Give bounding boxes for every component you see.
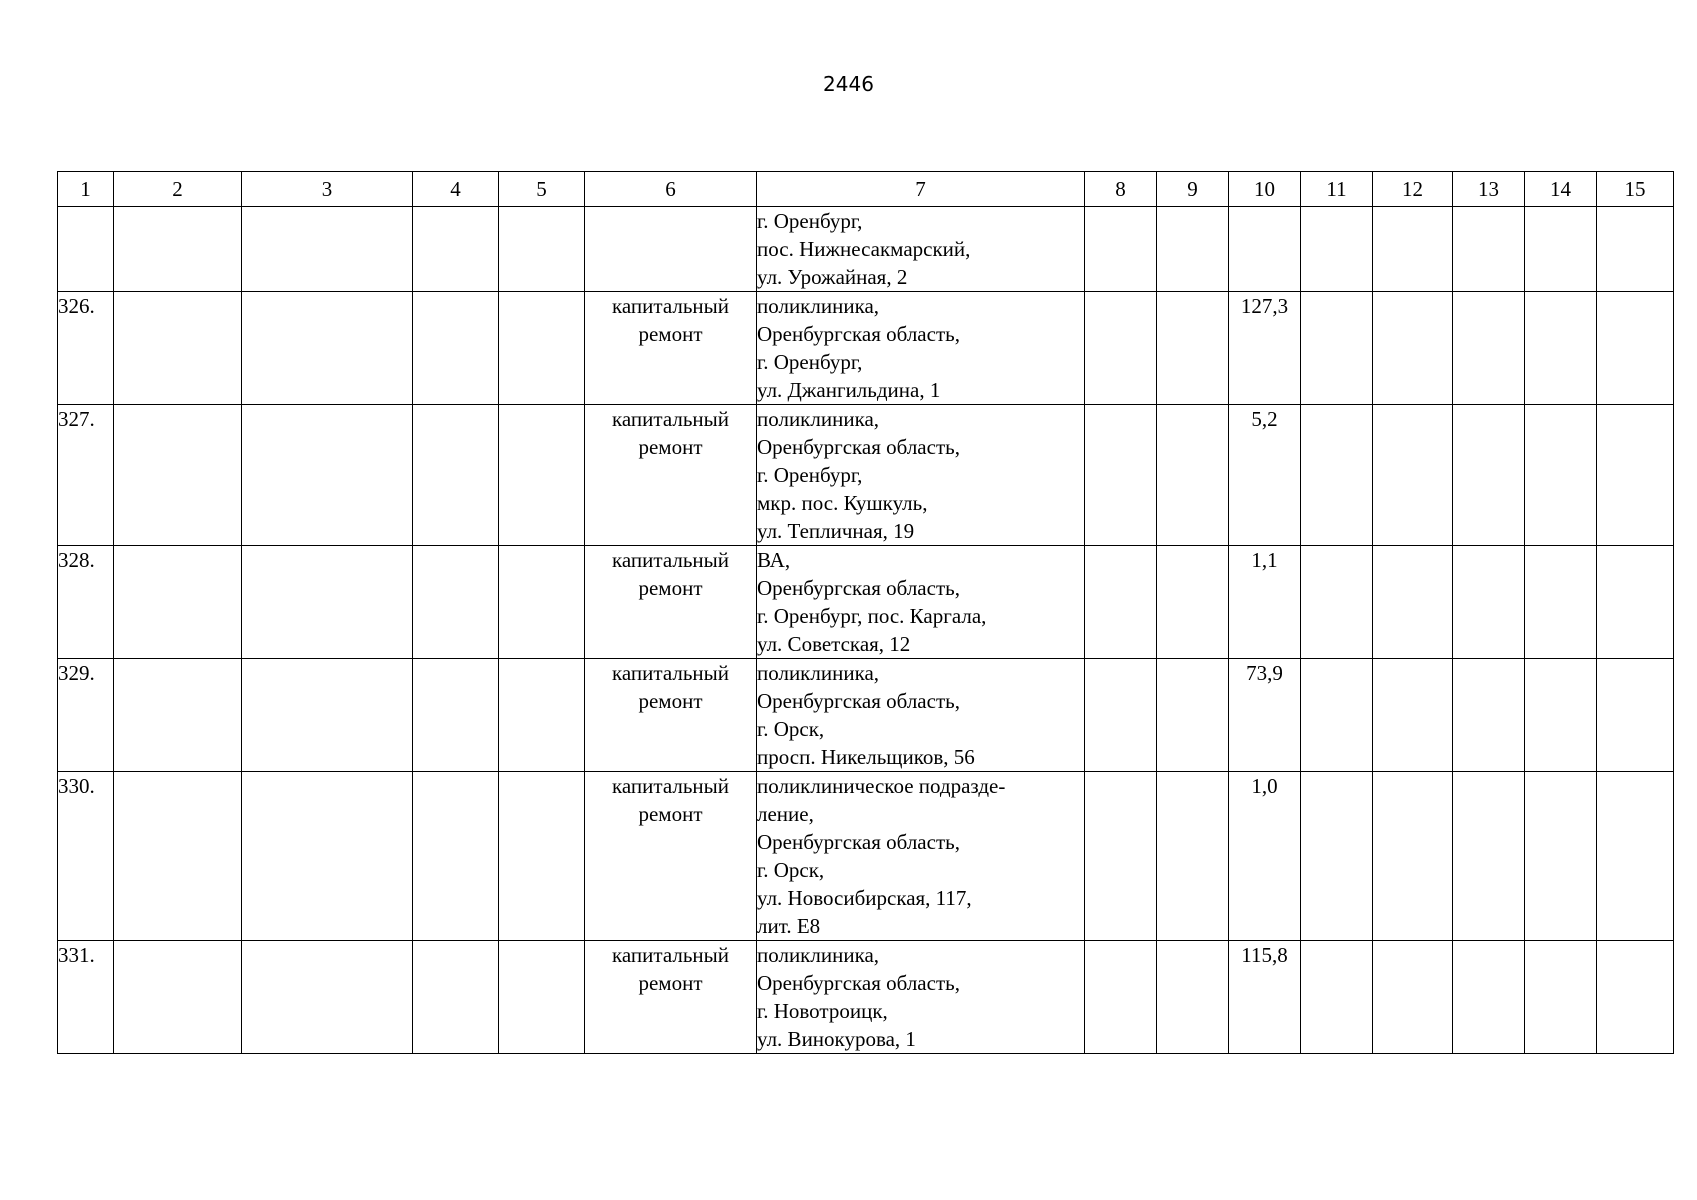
empty-cell — [499, 772, 585, 941]
empty-cell — [242, 546, 413, 659]
value-cell: 5,2 — [1229, 405, 1301, 546]
work-type-cell — [585, 941, 757, 1054]
empty-cell — [1597, 941, 1674, 1054]
address-cell — [757, 292, 1085, 405]
address-line: поликлиническое подразде- — [757, 774, 1006, 798]
work-type-line: ремонт — [638, 689, 703, 713]
work-type-line: капитальный — [612, 548, 729, 572]
work-type-line: капитальный — [612, 774, 729, 798]
empty-cell — [1373, 941, 1453, 1054]
empty-cell — [1373, 772, 1453, 941]
address-cell — [757, 405, 1085, 546]
empty-cell — [1085, 292, 1157, 405]
work-type-cell — [585, 659, 757, 772]
address-line: ул. Советская, 12 — [757, 632, 911, 656]
empty-cell — [413, 207, 499, 292]
empty-cell — [1453, 941, 1525, 1054]
empty-cell — [1525, 772, 1597, 941]
empty-cell — [1597, 405, 1674, 546]
empty-cell — [1373, 292, 1453, 405]
empty-cell — [1525, 546, 1597, 659]
address-line: ВА, — [757, 548, 791, 572]
empty-cell — [413, 659, 499, 772]
work-type-line: капитальный — [612, 943, 729, 967]
address-line: поликлиника, — [757, 943, 880, 967]
empty-cell — [114, 292, 242, 405]
row-number: 330. — [58, 772, 114, 941]
column-header: 8 — [1085, 172, 1157, 207]
empty-cell — [1373, 659, 1453, 772]
empty-cell — [1597, 292, 1674, 405]
empty-cell — [499, 292, 585, 405]
table-row — [58, 405, 1674, 546]
row-number: 331. — [58, 941, 114, 1054]
empty-cell — [1301, 546, 1373, 659]
work-type-line: ремонт — [638, 576, 703, 600]
address-line: поликлиника, — [757, 661, 880, 685]
data-table — [57, 171, 1674, 1054]
address-line: г. Новотроицк, — [757, 999, 888, 1023]
empty-cell — [1453, 405, 1525, 546]
work-type-cell — [585, 546, 757, 659]
column-header: 15 — [1597, 172, 1674, 207]
address-line: ул. Тепличная, 19 — [757, 519, 915, 543]
page-number: 2446 — [823, 72, 874, 96]
address-cell — [757, 941, 1085, 1054]
empty-cell — [114, 207, 242, 292]
address-line: г. Оренбург, пос. Каргала, — [757, 604, 987, 628]
address-line: ление, — [757, 802, 814, 826]
column-header: 12 — [1373, 172, 1453, 207]
empty-cell — [114, 659, 242, 772]
empty-cell — [499, 941, 585, 1054]
column-header: 5 — [499, 172, 585, 207]
value-cell: 73,9 — [1229, 659, 1301, 772]
empty-cell — [1157, 772, 1229, 941]
address-line: Оренбургская область, — [757, 971, 960, 995]
column-header: 4 — [413, 172, 499, 207]
work-type-line: капитальный — [612, 407, 729, 431]
address-line: ул. Урожайная, 2 — [757, 265, 908, 289]
empty-cell — [1453, 207, 1525, 292]
empty-cell — [1301, 207, 1373, 292]
column-header: 2 — [114, 172, 242, 207]
address-line: г. Орск, — [757, 717, 825, 741]
empty-cell — [1525, 207, 1597, 292]
value-cell — [1229, 207, 1301, 292]
empty-cell — [242, 405, 413, 546]
address-line: г. Оренбург, — [757, 463, 863, 487]
empty-cell — [413, 546, 499, 659]
empty-cell — [1525, 659, 1597, 772]
address-line: пос. Нижнесакмарский, — [757, 237, 971, 261]
address-line: г. Орск, — [757, 858, 825, 882]
empty-cell — [242, 941, 413, 1054]
address-line: мкр. пос. Кушкуль, — [757, 491, 928, 515]
table-row — [58, 207, 1674, 292]
empty-cell — [1453, 546, 1525, 659]
work-type-line: капитальный — [612, 661, 729, 685]
empty-cell — [1373, 207, 1453, 292]
empty-cell — [1085, 207, 1157, 292]
column-header: 7 — [757, 172, 1085, 207]
table-row — [58, 772, 1674, 941]
address-line: Оренбургская область, — [757, 576, 960, 600]
table-row — [58, 292, 1674, 405]
empty-cell — [1453, 659, 1525, 772]
work-type-cell — [585, 405, 757, 546]
column-header: 3 — [242, 172, 413, 207]
empty-cell — [1085, 405, 1157, 546]
address-line: Оренбургская область, — [757, 830, 960, 854]
column-header: 11 — [1301, 172, 1373, 207]
address-line: г. Оренбург, — [757, 350, 863, 374]
empty-cell — [1157, 546, 1229, 659]
value-cell: 1,0 — [1229, 772, 1301, 941]
empty-cell — [242, 292, 413, 405]
address-line: Оренбургская область, — [757, 435, 960, 459]
empty-cell — [1157, 659, 1229, 772]
empty-cell — [1453, 292, 1525, 405]
empty-cell — [1301, 405, 1373, 546]
empty-cell — [1597, 659, 1674, 772]
work-type-line: ремонт — [638, 322, 703, 346]
table-body — [58, 207, 1674, 1054]
row-number: 327. — [58, 405, 114, 546]
empty-cell — [242, 207, 413, 292]
address-line: Оренбургская область, — [757, 322, 960, 346]
empty-cell — [114, 941, 242, 1054]
address-line: ул. Винокурова, 1 — [757, 1027, 916, 1051]
value-cell: 115,8 — [1229, 941, 1301, 1054]
empty-cell — [242, 772, 413, 941]
empty-cell — [499, 659, 585, 772]
address-line: ул. Джангильдина, 1 — [757, 378, 941, 402]
column-header: 13 — [1453, 172, 1525, 207]
row-number: 328. — [58, 546, 114, 659]
empty-cell — [114, 405, 242, 546]
table-header — [58, 172, 1674, 207]
empty-cell — [1525, 941, 1597, 1054]
empty-cell — [413, 292, 499, 405]
empty-cell — [1157, 941, 1229, 1054]
address-line: г. Оренбург, — [757, 209, 863, 233]
address-line: просп. Никельщиков, 56 — [757, 745, 975, 769]
empty-cell — [413, 405, 499, 546]
column-header: 9 — [1157, 172, 1229, 207]
empty-cell — [413, 772, 499, 941]
row-number — [58, 207, 114, 292]
work-type-line: ремонт — [638, 971, 703, 995]
empty-cell — [1085, 772, 1157, 941]
empty-cell — [1085, 941, 1157, 1054]
table-row — [58, 941, 1674, 1054]
column-header: 10 — [1229, 172, 1301, 207]
empty-cell — [1525, 292, 1597, 405]
empty-cell — [1597, 546, 1674, 659]
empty-cell — [1301, 941, 1373, 1054]
address-cell — [757, 546, 1085, 659]
empty-cell — [1525, 405, 1597, 546]
table-row — [58, 659, 1674, 772]
address-line: поликлиника, — [757, 294, 880, 318]
empty-cell — [499, 405, 585, 546]
table-row — [58, 546, 1674, 659]
row-number: 326. — [58, 292, 114, 405]
address-cell — [757, 659, 1085, 772]
work-type-cell — [585, 772, 757, 941]
address-cell — [757, 207, 1085, 292]
work-type-cell — [585, 207, 757, 292]
empty-cell — [1085, 546, 1157, 659]
empty-cell — [1453, 772, 1525, 941]
address-cell — [757, 772, 1085, 941]
empty-cell — [1157, 292, 1229, 405]
column-header: 1 — [58, 172, 114, 207]
empty-cell — [242, 659, 413, 772]
value-cell: 127,3 — [1229, 292, 1301, 405]
work-type-line: капитальный — [612, 294, 729, 318]
empty-cell — [1597, 772, 1674, 941]
empty-cell — [1157, 207, 1229, 292]
row-number: 329. — [58, 659, 114, 772]
column-header: 6 — [585, 172, 757, 207]
empty-cell — [1157, 405, 1229, 546]
address-line: ул. Новосибирская, 117, — [757, 886, 972, 910]
value-cell: 1,1 — [1229, 546, 1301, 659]
empty-cell — [1301, 292, 1373, 405]
empty-cell — [499, 546, 585, 659]
work-type-line: ремонт — [638, 435, 703, 459]
empty-cell — [1301, 659, 1373, 772]
work-type-line: ремонт — [638, 802, 703, 826]
empty-cell — [499, 207, 585, 292]
address-line: поликлиника, — [757, 407, 880, 431]
empty-cell — [1301, 772, 1373, 941]
address-line: Оренбургская область, — [757, 689, 960, 713]
empty-cell — [1085, 659, 1157, 772]
empty-cell — [114, 546, 242, 659]
column-header: 14 — [1525, 172, 1597, 207]
empty-cell — [413, 941, 499, 1054]
empty-cell — [114, 772, 242, 941]
header-row — [58, 172, 1674, 207]
address-line: лит. Е8 — [757, 914, 821, 938]
empty-cell — [1373, 405, 1453, 546]
empty-cell — [1597, 207, 1674, 292]
work-type-cell — [585, 292, 757, 405]
empty-cell — [1373, 546, 1453, 659]
